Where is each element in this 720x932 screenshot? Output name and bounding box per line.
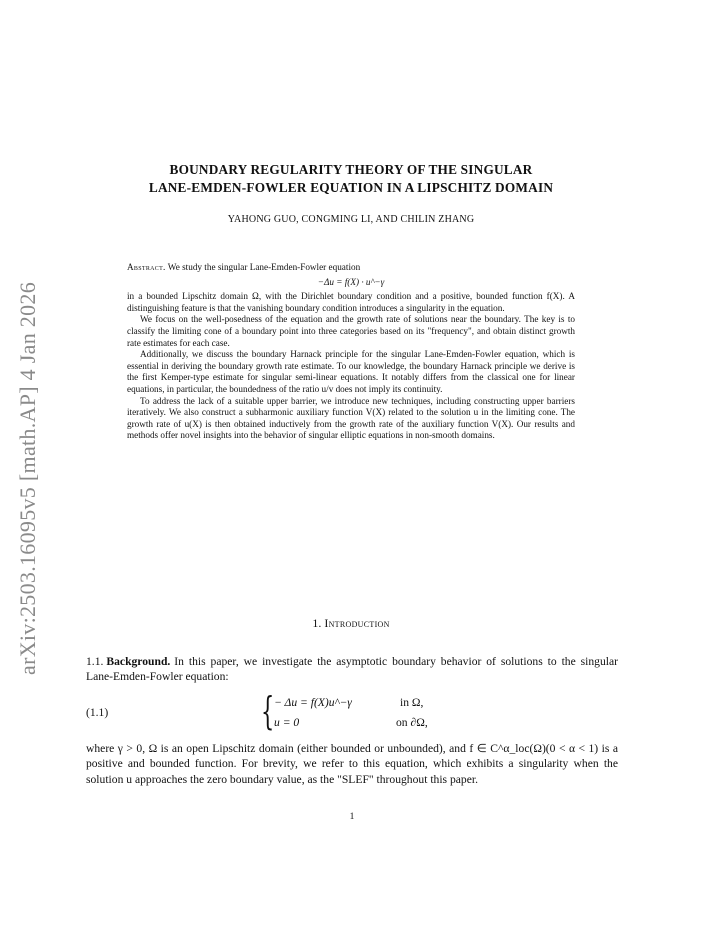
subsection-title: Background. xyxy=(106,655,171,668)
subsection-text: In this paper, we investigate the asymptotic boundary behavior of solutions to the singular Lane-Emden-Fowler equation: xyxy=(86,655,618,684)
equation-line-2: u = 0 xyxy=(274,716,300,729)
abstract-paragraph-4: To address the lack of a suitable upper barrier, we introduce new techniques, including constructing upper barriers iteratively. We also construct a subharmonic auxiliary function V(X) related to the solution u in the limiting cone. The growth rate of u(X) is then obtained inductively from the growth rate of the auxiliary function V(X). Our results and methods offer novel insights into the behavior of singular elliptic equations in non-smooth domains. xyxy=(127,395,575,441)
abstract-intro-text: We study the singular Lane-Emden-Fowler equation xyxy=(167,262,361,272)
equation-condition-2: on ∂Ω, xyxy=(396,716,428,729)
equation-condition-1: in Ω, xyxy=(400,696,424,709)
section-number: 1. xyxy=(312,616,322,630)
abstract xyxy=(127,262,575,442)
page-number: 1 xyxy=(349,812,355,822)
section-title: Introduction xyxy=(324,616,390,630)
slef-paragraph-text: where γ > 0, Ω is an open Lipschitz domain (either bounded or unbounded), and f ∈ C^α_loc(Ω)(0 < α < 1) is a positive and bounded function. For brevity, we refer to this equation, which exhibits a singularity when the solution u approaches the zero boundary value, as the "SLEF" throughout this paper. xyxy=(86,742,618,786)
title-line-2: LANE-EMDEN-FOWLER EQUATION IN A LIPSCHITZ DOMAIN xyxy=(148,179,554,195)
section-heading xyxy=(85,616,617,631)
equation-tag: (1.1) xyxy=(86,706,109,719)
title-line-1: BOUNDARY REGULARITY THEORY OF THE SINGULAR xyxy=(169,162,533,177)
display-equation-1-1 xyxy=(86,689,618,734)
abstract-paragraph-2: We focus on the well-posedness of the equation and the growth rate of solutions near the boundary. The key is to classify the limiting cone of a boundary point into three categories based on its "frequency", and obtain distinct growth rate estimates for each case. xyxy=(127,314,575,348)
abstract-equation: −Δu = f(X) · u^−γ xyxy=(317,276,385,287)
abstract-label: Abstract. xyxy=(127,262,166,272)
arxiv-identifier-stamp[interactable]: arXiv:2503.16095v5 [math.AP] 4 Jan 2026 xyxy=(15,282,40,675)
slef-paragraph xyxy=(86,741,618,787)
paper-authors: YAHONG GUO, CONGMING LI, AND CHILIN ZHANG xyxy=(227,214,475,225)
abstract-intro xyxy=(127,262,575,274)
abstract-paragraph-3: Additionally, we discuss the boundary Harnack principle for the singular Lane-Emden-Fowler equation, which is essential in deriving the boundary growth rate estimate. To our knowledge, the boundary Harnack principle we derive is the first Kemper-type estimate for singular semi-linear equations. It notably differs from the classical one for linear equations, in particular, the boundedness of the ratio u/v does not imply its continuity. xyxy=(127,349,575,394)
equation-line-1: − Δu = f(X)u^−γ xyxy=(274,696,352,709)
abstract-paragraph-1: in a bounded Lipschitz domain Ω, with the Dirichlet boundary condition and a positive, bounded function f(X). A distinguishing feature is that the vanishing boundary condition introduces a singularity in the equation. xyxy=(127,291,575,313)
subsection-number: 1.1. xyxy=(86,655,104,668)
background-paragraph xyxy=(86,654,618,685)
left-brace-symbol: { xyxy=(261,689,275,733)
paper-title xyxy=(85,161,617,196)
